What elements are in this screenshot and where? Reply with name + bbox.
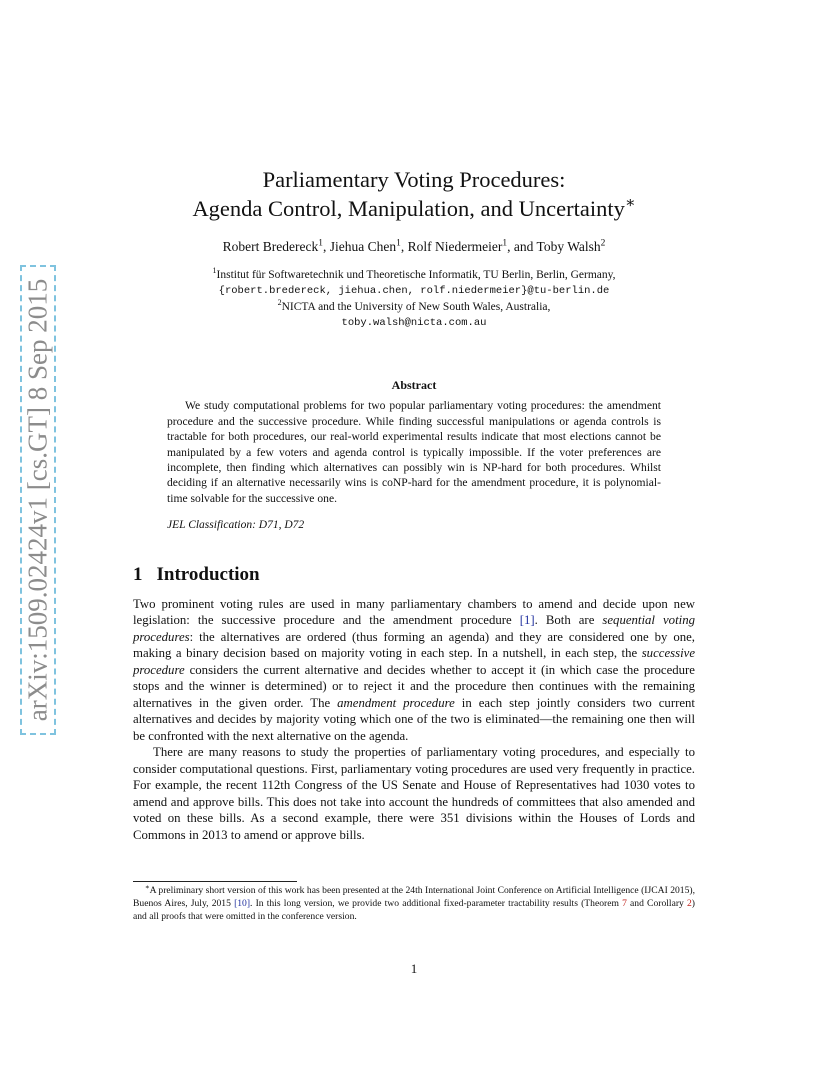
author-4-affil: 2 [600, 238, 606, 249]
theorem-ref-link[interactable]: 7 [622, 898, 627, 909]
author-sep: , [400, 239, 408, 254]
text-run: considers the current alternative and decides whether to accept it (in which case the procedure stops and the winner is determined) or to reject it and the procedure then continues with the remaining alternatives in the given order. The [133, 662, 695, 710]
introduction-body [133, 596, 695, 844]
author-list [133, 239, 695, 255]
title-footnote-mark: ∗ [624, 194, 636, 212]
footnote-mark: ∗ [145, 883, 150, 891]
text-run: and Corollary [626, 898, 687, 909]
author-3-affil: 1 [502, 238, 508, 249]
section-number: 1 [133, 563, 143, 585]
affiliation-1 [133, 267, 695, 283]
page-number: 1 [410, 961, 418, 976]
affiliation-2-text: NICTA and the University of New South Wales, Australia, [281, 301, 551, 313]
affiliation-1-text: Institut für Softwaretechnik und Theoretische Informatik, TU Berlin, Berlin, Germany, [216, 269, 616, 281]
text-run: ) and all proofs that were omitted in the conference version. [133, 898, 695, 922]
footnote-rule [133, 881, 297, 882]
abstract-heading: Abstract [391, 378, 437, 392]
jel-classification: JEL Classification: D71, D72 [167, 519, 305, 532]
section-heading [133, 564, 695, 586]
citation-link[interactable]: [1] [519, 613, 535, 628]
arxiv-identifier: arXiv:1509.02424v1 [cs.GT] 8 Sep 2015 [22, 278, 53, 722]
author-4: Toby Walsh [536, 239, 601, 254]
text-run: in each step jointly considers two current alternatives and decides by majority voting which one of the two is eliminated—the remaining one then will be confronted with the next alternative on the agenda. [133, 695, 695, 743]
affiliation-1-mark: 1 [212, 266, 217, 276]
author-3: Rolf Niedermeier [407, 239, 503, 254]
section-title: Introduction [156, 563, 260, 585]
author-2: Jiehua Chen [329, 239, 397, 254]
text-run: . Both are [534, 613, 603, 628]
citation-link[interactable]: [10] [234, 898, 251, 909]
affiliations [133, 267, 695, 331]
intro-paragraph-1 [133, 596, 695, 745]
arxiv-stamp [20, 265, 56, 735]
corollary-ref-link[interactable]: 2 [687, 898, 692, 909]
title-line-2: Agenda Control, Manipulation, and Uncertainty [192, 196, 625, 221]
author-1: Robert Bredereck [222, 239, 319, 254]
author-2-affil: 1 [396, 238, 401, 249]
paper-page [133, 165, 695, 843]
title-line-1: Parliamentary Voting Procedures: [262, 167, 566, 192]
affiliation-2-email: toby.walsh@nicta.com.au [341, 317, 487, 329]
affiliation-2 [133, 299, 695, 315]
affiliation-2-mark: 2 [277, 298, 282, 308]
affiliation-1-emails: {robert.bredereck, jiehua.chen, rolf.niedermeier}@tu-berlin.de [218, 285, 610, 297]
emphasis-term: successive procedure [133, 646, 695, 677]
footnote [133, 884, 695, 923]
author-and: , and [507, 239, 537, 254]
emphasis-term: sequential voting procedures [133, 613, 695, 644]
author-1-affil: 1 [318, 238, 323, 249]
emphasis-term: amendment procedure [337, 695, 455, 710]
text-run: . In this long version, we provide two additional fixed-parameter tractability results (Theorem [250, 898, 623, 909]
abstract-text: We study computational problems for two popular parliamentary voting procedures: the amendment procedure and the successive procedure. While finding successful manipulations or agenda controls is tractable for both procedures, our real-world experimental results indicate that most elections cannot be manipulated by a few voters and agenda control is typically impossible. If the voter preferences are incomplete, then finding which alternatives can possibly win is NP-hard for both procedures. Whilst deciding if an alternative necessarily wins is coNP-hard for the amendment procedure, it is polynomial-time solvable for the successive one. [167, 399, 661, 505]
text-run: : the alternatives are ordered (thus forming an agenda) and they are considered one by one, making a binary decision based on majority voting in each step. In a nutshell, in each step, the [133, 629, 695, 661]
text-run: A preliminary short version of this work has been presented at the 24th International Joint Conference on Artificial Intelligence (IJCAI 2015), Buenos Aires, July, 2015 [133, 885, 695, 909]
text-run: Two prominent voting rules are used in many parliamentary chambers to amend and decide upon new legislation: the successive procedure and the amendment procedure [133, 596, 695, 628]
paper-title [133, 165, 695, 223]
intro-paragraph-2: There are many reasons to study the properties of parliamentary voting procedures, and especially to consider computational questions. First, parliamentary voting procedures are used very frequently in practice. For example, the recent 112th Congress of the US Senate and House of Representatives had 1030 votes to amend and approve bills. This does not take into account the hundreds of committees that also amended and voted on these bills. As a second example, there were 351 divisions within the Houses of Lords and Commons in 2013 to amend or approve bills. [133, 745, 695, 842]
author-sep: , [322, 239, 330, 254]
abstract [167, 378, 661, 534]
